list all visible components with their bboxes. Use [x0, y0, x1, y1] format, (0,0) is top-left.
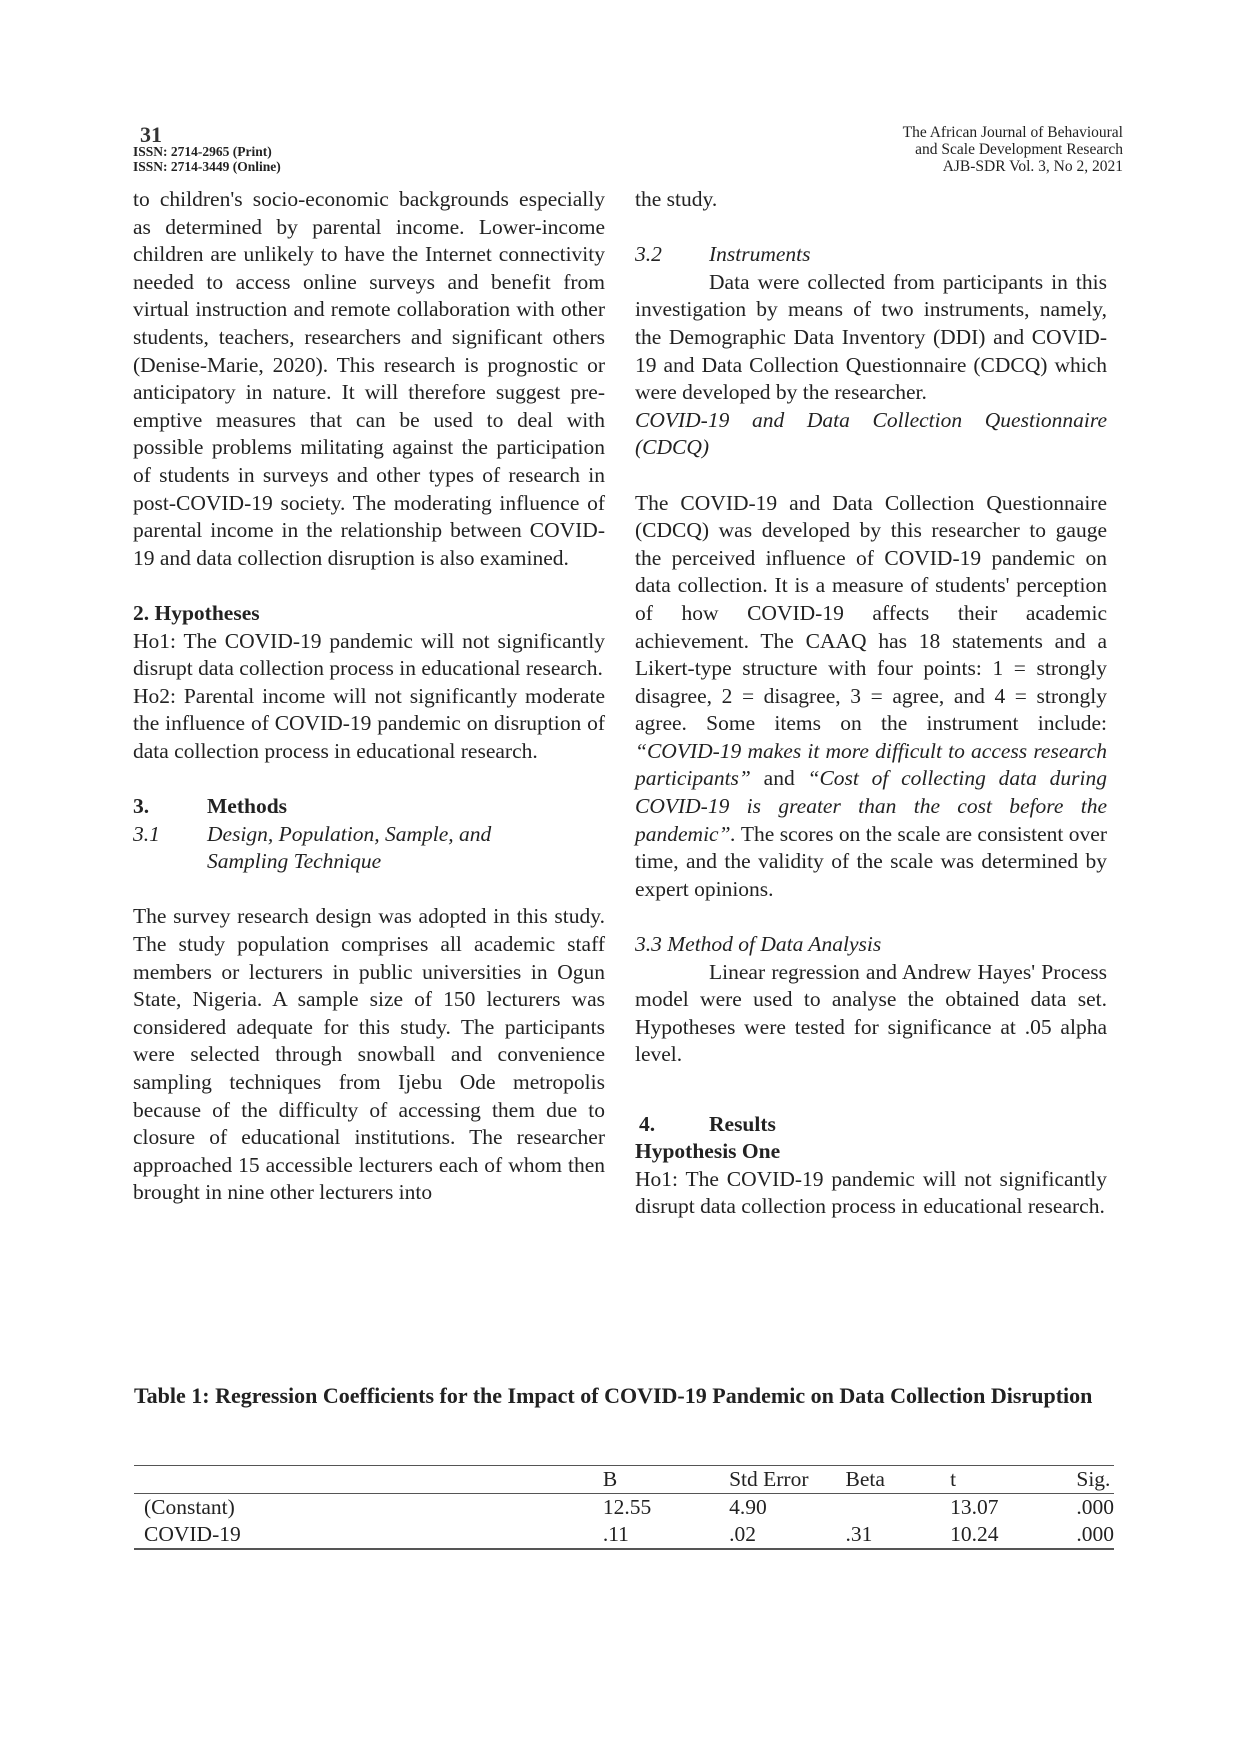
methods-title: Methods: [207, 794, 288, 819]
row-label: (Constant): [144, 1495, 235, 1519]
regression-table: [134, 1465, 1114, 1550]
cell-b: .11: [602, 1522, 629, 1546]
subsection-3-2-heading: [635, 241, 1107, 269]
cell-b: 12.55: [602, 1495, 652, 1519]
cell-std-error: 4.90: [729, 1495, 767, 1519]
cell-sig: .000: [1076, 1495, 1114, 1519]
column-header-b: B: [602, 1467, 618, 1491]
right-column: [635, 186, 1107, 1221]
hypothesis-ho1-restated: Ho1: The COVID-19 pandemic will not significantly disrupt data collection process in educational research.: [635, 1166, 1107, 1219]
results-number: 4.: [639, 1111, 656, 1136]
journal-header: [903, 124, 1123, 175]
continuation-text: the study.: [635, 187, 718, 211]
subsection-3-1-title-line2: Sampling Technique: [207, 849, 382, 874]
subsection-3-2-title: Instruments: [709, 242, 811, 267]
left-column: [133, 186, 605, 1207]
subsection-3-1-number: 3.1: [133, 821, 160, 846]
page-header-left: [133, 122, 281, 174]
column-header-sig: Sig.: [1076, 1467, 1111, 1491]
table-row: [134, 1521, 1114, 1549]
issn-online: ISSN: 2714-3449 (Online): [133, 159, 281, 174]
table-1-title: Table 1: Regression Coefficients for the Impact of COVID-19 Pandemic on Data Collection Disruption: [134, 1383, 1093, 1408]
subsection-3-2-number: 3.2: [635, 242, 662, 267]
methods-heading: [133, 793, 605, 821]
table-header-row: [134, 1466, 1114, 1494]
instruments-paragraph: Data were collected from participants in this investigation by means of two instruments, namely, the Demographic Data Inventory (DDI) and COVID-19 and Data Collection Questionnaire (CDCQ) which were developed by the researcher.: [635, 269, 1107, 405]
subsection-3-3-heading: 3.3 Method of Data Analysis: [635, 932, 882, 957]
subsection-3-1-title-line1: Design, Population, Sample, and: [207, 821, 492, 846]
cell-beta: .31: [845, 1522, 873, 1546]
cdcq-quote-2: “Cost of collecting data during COVID-19 is greater than the cost before the pandemic”.: [635, 766, 1108, 846]
column-header-std-error: Std Error: [729, 1467, 809, 1491]
cdcq-quote-1: “COVID-19 makes it more difficult to access research participants”: [635, 738, 1107, 791]
cell-t: 13.07: [950, 1495, 999, 1519]
cell-beta: [836, 1494, 941, 1522]
cell-std-error: .02: [729, 1522, 756, 1546]
cell-t: 10.24: [950, 1522, 999, 1546]
results-title: Results: [709, 1111, 776, 1136]
table-row: [134, 1494, 1114, 1522]
issn-print: ISSN: 2714-2965 (Print): [133, 144, 272, 159]
journal-name-line1: The African Journal of Behavioural: [902, 124, 1123, 141]
methods-number: 3.: [133, 794, 150, 819]
cdcq-text-end: The scores on the scale are consistent over time, and the validity of the scale was determined by expert opinions.: [635, 821, 1107, 901]
subsection-3-1-heading: [133, 821, 605, 876]
hypothesis-ho1: Ho1: The COVID-19 pandemic will not significantly disrupt data collection process in educational research.: [133, 628, 605, 681]
hypotheses-heading: 2. Hypotheses: [133, 600, 260, 625]
design-paragraph: The survey research design was adopted in this study. The study population comprises all academic staff members or lecturers in public universities in Ogun State, Nigeria. A sample size of 150 lecturers was considered adequate for this study. The participants were selected through snowball and convenience sampling techniques from Ijebu Ode metropolis because of the difficulty of accessing them due to closure of educational institutions. The researcher approached 15 accessible lecturers each of whom then brought in nine other lecturers into: [133, 904, 605, 1205]
column-header-beta: Beta: [845, 1467, 885, 1491]
column-header-t: t: [950, 1467, 957, 1491]
intro-paragraph: to children's socio-economic backgrounds especially as determined by parental income. Lower-income children are unlikely to have the Internet connectivity needed to access online surveys and benefit from virtual instruction and remote collaboration with other students, teachers, researchers and significant others (Denise-Marie, 2020). This research is prognostic or anticipatory in nature. It will therefore suggest pre-emptive measures that can be used to deal with possible problems militating against the participation of students in surveys and other types of research in post-COVID-19 society. The moderating influence of parental income in the relationship between COVID-19 and data collection disruption is also examined.: [133, 187, 605, 570]
hypothesis-ho2: Ho2: Parental income will not significantly moderate the influence of COVID-19 pandemic on disruption of data collection process in educational research.: [133, 683, 605, 763]
column-header-label: [134, 1466, 593, 1494]
row-label: COVID-19: [144, 1522, 241, 1546]
page-number: 31: [140, 122, 162, 147]
results-heading: [635, 1111, 1107, 1139]
journal-volume: AJB-SDR Vol. 3, No 2, 2021: [942, 158, 1123, 175]
cell-sig: .000: [1076, 1522, 1114, 1546]
hypothesis-one-heading: Hypothesis One: [635, 1139, 781, 1164]
cdcq-heading: COVID-19 and Data Collection Questionnaire (CDCQ): [635, 407, 1107, 460]
cdcq-text-start: The COVID-19 and Data Collection Questionnaire (CDCQ) was developed by this researcher to gauge the perceived influence of COVID-19 pandemic on data collection. It is a measure of students' perception of how COVID-19 affects their academic achievement. The CAAQ has 18 statements and a Likert-type structure with four points: 1 = strongly disagree, 2 = disagree, 3 = agree, and 4 = strongly agree. Some items on the instrument include:: [635, 490, 1107, 736]
analysis-paragraph: Linear regression and Andrew Hayes' Process model were used to analyse the obtained data set. Hypotheses were tested for significance at .05 alpha level.: [635, 959, 1107, 1067]
cdcq-and: and: [750, 766, 808, 791]
journal-name-line2: and Scale Development Research: [915, 141, 1123, 158]
cdcq-paragraph: [635, 490, 1107, 904]
